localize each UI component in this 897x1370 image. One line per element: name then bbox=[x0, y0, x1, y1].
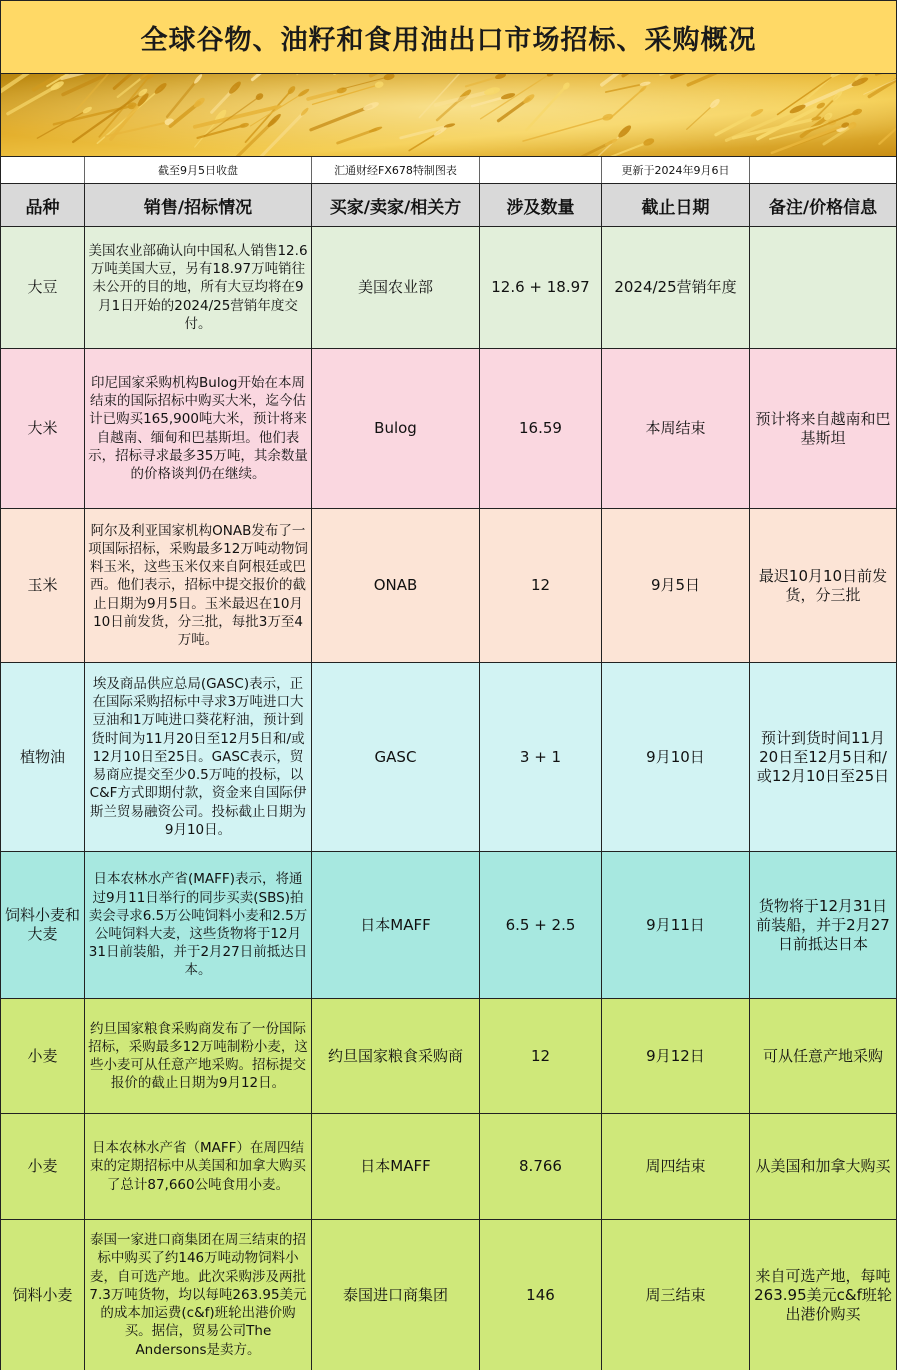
table-row-soybean bbox=[1, 227, 896, 349]
deadline-cell: 2024/25营销年度 bbox=[602, 227, 750, 348]
party-cell: Bulog bbox=[312, 349, 480, 508]
meta-blank-cell bbox=[480, 157, 602, 183]
meta-blank-cell bbox=[750, 157, 896, 183]
note-cell: 来自可选产地，每吨263.95美元c&f班轮出港价购买 bbox=[754, 1266, 892, 1323]
header-note: 备注/价格信息 bbox=[768, 197, 878, 218]
updated-date: 更新于2024年9月6日 bbox=[602, 157, 750, 183]
table-row-wheat-jordan bbox=[1, 999, 896, 1114]
party-cell: 日本MAFF bbox=[312, 1114, 480, 1219]
note-cell bbox=[750, 227, 896, 348]
commodity-cell: 小麦 bbox=[1, 999, 85, 1113]
quantity-cell: 12 bbox=[480, 509, 602, 662]
note-cell: 货物将于12月31日前装船，并于2月27日前抵达日本 bbox=[756, 896, 890, 953]
commodity-cell: 饲料小麦和大麦 bbox=[1, 852, 85, 998]
table-row-feed-wheat-barley bbox=[1, 852, 896, 999]
quantity-cell: 146 bbox=[480, 1220, 602, 1370]
table-row-corn bbox=[1, 509, 896, 663]
commodity-cell: 植物油 bbox=[1, 663, 85, 851]
deadline-cell: 本周结束 bbox=[602, 349, 750, 508]
quantity-cell: 8.766 bbox=[480, 1114, 602, 1219]
description-cell: 泰国一家进口商集团在周三结束的招标中购买了约146万吨动物饲料小麦，自可选产地。此次采购涉及两批7.3万吨货物，均以每吨263.95美元的成本加运费(c&f)班轮出港价购买。据信，贸易公司The Andersons是卖方。 bbox=[85, 1220, 312, 1370]
table-row-wheat-japan bbox=[1, 1114, 896, 1220]
note-cell: 预计到货时间11月20日至12月5日和/或12月10日至25日 bbox=[756, 728, 890, 785]
table-row-vegetable-oil bbox=[1, 663, 896, 852]
header-deadline: 截止日期 bbox=[602, 184, 750, 226]
chart-source: 汇通财经FX678特制图表 bbox=[312, 157, 480, 183]
wheat-banner-image bbox=[1, 74, 896, 157]
party-cell: ONAB bbox=[312, 509, 480, 662]
commodity-cell: 小麦 bbox=[1, 1114, 85, 1219]
quantity-cell: 12 bbox=[480, 999, 602, 1113]
note-cell: 从美国和加拿大购买 bbox=[755, 1157, 891, 1175]
as-of-date: 截至9月5日收盘 bbox=[85, 157, 312, 183]
header-quantity: 涉及数量 bbox=[480, 184, 602, 226]
header-party: 买家/卖家/相关方 bbox=[312, 184, 480, 226]
deadline-cell: 9月11日 bbox=[602, 852, 750, 998]
quantity-cell: 6.5 + 2.5 bbox=[480, 852, 602, 998]
description-cell: 约旦国家粮食采购商发布了一份国际招标，采购最多12万吨制粉小麦，这些小麦可从任意产地采购。招标提交报价的截止日期为9月12日。 bbox=[85, 999, 312, 1113]
description-cell: 美国农业部确认向中国私人销售12.6万吨美国大豆，另有18.97万吨销往未公开的目的地，所有大豆均将在9月1日开始的2024/25营销年度交付。 bbox=[85, 227, 312, 348]
description-cell: 日本农林水产省（MAFF）在周四结束的定期招标中从美国和加拿大购买了总计87,660公吨食用小麦。 bbox=[85, 1114, 312, 1219]
meta-blank-cell bbox=[1, 157, 85, 183]
tender-table bbox=[1, 184, 896, 1370]
note-cell: 预计将来自越南和巴基斯坦 bbox=[755, 409, 891, 447]
party-cell: 约旦国家粮食采购商 bbox=[312, 999, 480, 1113]
table-row-rice bbox=[1, 349, 896, 509]
deadline-cell: 9月10日 bbox=[602, 663, 750, 851]
table-header-row bbox=[1, 184, 896, 227]
commodity-cell: 大米 bbox=[1, 349, 85, 508]
deadline-cell: 周三结束 bbox=[602, 1220, 750, 1370]
deadline-cell: 9月5日 bbox=[602, 509, 750, 662]
quantity-cell: 16.59 bbox=[480, 349, 602, 508]
header-sales-tender: 销售/招标情况 bbox=[85, 184, 312, 226]
party-cell: GASC bbox=[312, 663, 480, 851]
deadline-cell: 9月12日 bbox=[602, 999, 750, 1113]
commodity-cell: 玉米 bbox=[1, 509, 85, 662]
description-cell: 印尼国家采购机构Bulog开始在本周结束的国际招标中购买大米，迄今估计已购买165,900吨大米，预计将来自越南、缅甸和巴基斯坦。他们表示，招标寻求最多35万吨，其余数量的价格谈判仍在继续。 bbox=[85, 349, 312, 508]
meta-row bbox=[1, 157, 896, 184]
description-cell: 埃及商品供应总局(GASC)表示，正在国际采购招标中寻求3万吨进口大豆油和1万吨进口葵花籽油，预计到货时间为11月20日至12月5日和/或12月10日至25日。GASC表示，贸易商应提交至少0.5万吨的投标，以C&F方式即期付款，资金来自国际伊斯兰贸易融资公司。投标截止日期为9月10日。 bbox=[85, 663, 312, 851]
party-cell: 美国农业部 bbox=[312, 227, 480, 348]
table-row-feed-wheat-thailand bbox=[1, 1220, 896, 1370]
header-commodity: 品种 bbox=[1, 184, 85, 226]
page-title: 全球谷物、油籽和食用油出口市场招标、采购概况 bbox=[1, 1, 896, 74]
party-cell: 日本MAFF bbox=[312, 852, 480, 998]
description-cell: 阿尔及利亚国家机构ONAB发布了一项国际招标，采购最多12万吨动物饲料玉米，这些玉米仅来自阿根廷或巴西。他们表示，招标中提交报价的截止日期为9月5日。玉米最迟在10月10日前发货，分三批，每批3万至4万吨。 bbox=[85, 509, 312, 662]
commodity-cell: 大豆 bbox=[1, 227, 85, 348]
quantity-cell: 12.6 + 18.97 bbox=[480, 227, 602, 348]
description-cell: 日本农林水产省(MAFF)表示，将通过9月11日举行的同步买卖(SBS)拍卖会寻求6.5万公吨饲料小麦和2.5万公吨饲料大麦，这些货物将于12月31日前装船，并于2月27日前抵达日本。 bbox=[85, 852, 312, 998]
note-cell: 最迟10月10日前发货，分三批 bbox=[758, 566, 888, 604]
party-cell: 泰国进口商集团 bbox=[312, 1220, 480, 1370]
quantity-cell: 3 + 1 bbox=[480, 663, 602, 851]
note-cell: 可从任意产地采购 bbox=[762, 1046, 883, 1065]
deadline-cell: 周四结束 bbox=[602, 1114, 750, 1219]
commodity-cell: 饲料小麦 bbox=[1, 1220, 85, 1370]
